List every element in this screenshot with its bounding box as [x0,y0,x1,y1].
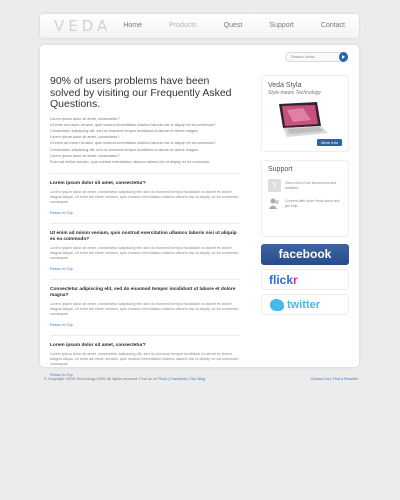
footer: © Copyright VEDA Technology 2009. All rights reserved. Find us on Flickr | Facebook | Our Blog Contact Us | Find a Reseller [44,377,358,381]
toc-item[interactable]: Ut enim ad minim veniam, quis nostrud exercitation ullamco laboris nisi ut aliquip ex ea commodo? [50,122,216,127]
question-title: Lorem ipsum dolor sit amet, consectetur? [50,343,146,349]
logo[interactable]: VEDA [54,17,112,35]
support-item-text: View a list of our showrooms and resellers. [285,181,337,190]
product-promo [261,75,349,152]
support-title: Support [268,166,293,173]
promo-title: Veda Styla [268,82,302,89]
svg-text:?: ? [272,182,277,192]
return-to-top-link[interactable]: Return to Top [50,323,73,328]
copyright-text: © Copyright VEDA Technology 2009. All rights reserved. Find us on [44,377,158,381]
page-title: 90% of users problems have been solved by visiting our Frequently Asked Questions. [50,75,232,110]
footer-right-links: Contact Us | Find a Reseller [310,377,358,381]
toc-item[interactable]: Enim ad minim veniam, quis nostrud exercitation ullamco laboris nisi ut aliquip ex ea commodo. [50,159,211,164]
footer-link-blog[interactable]: Our Blog [190,377,206,381]
footer-link-flickr[interactable]: Flickr [158,377,168,381]
faq-item [50,223,240,271]
question-title: Consectetur adipiscing elit, sed do eiusmod tempor incididunt ut labore et dolore magna? [50,287,236,299]
search-button[interactable] [339,52,348,62]
return-to-top-link[interactable]: Return to Top [50,267,73,272]
nav-contact[interactable]: Contact [320,22,345,29]
answer-text: Lorem ipsum dolor sit amet, consectetur adipiscing elit, sed do eiusmod tempor incididunt ut labore et dolore magna aliqua. Ut enim ad minim veniam, quis nostrud exercitation ullamco laboris nisi ut aliquip ex ea commodo consequat. [50,302,239,317]
return-to-top-link[interactable]: Return to Top [50,373,73,378]
faq-item [50,279,240,327]
flickr-link[interactable] [261,269,349,290]
footer-link-facebook[interactable]: Facebook [170,377,188,381]
faq-main [50,76,240,377]
question-icon [268,179,281,192]
nav-support[interactable]: Support [269,22,294,29]
faq-toc [50,116,240,166]
contact-us-link[interactable]: Contact Us [310,377,330,381]
support-item[interactable] [268,179,342,192]
answer-text: Lorem ipsum dolor sit amet, consectetur adipiscing elit, sed do eiusmod tempor incididunt ut labore et dolore magna aliqua. Ut enim ad minim veniam, quis nostrud exercitation ullamco laboris nisi ut aliquip ex ea commodo consequat. [50,190,239,205]
twitter-link[interactable] [261,294,349,315]
users-icon [268,197,281,210]
faq-item [50,173,240,215]
more-info-button[interactable]: More Info [317,139,342,146]
toc-item[interactable]: Ut enim ad minim veniam, quis nostrud exercitation ullamco laboris nisi ut aliquip ex ea commodo? [50,141,216,146]
promo-subtitle: Style meets Technology [268,90,321,96]
question-title: Ut enim ad minim veniam, quis nostrud exercitation ullamco laboris nisi ut aliquip ex ea commodo? [50,231,237,243]
toc-item[interactable]: Lorem ipsum dolor sit amet, consectetur? [50,116,120,121]
support-box [261,160,349,237]
flickr-logo-part: flick [269,273,294,287]
flickr-logo-part: r [293,273,298,287]
header-bar [40,14,359,38]
return-to-top-link[interactable]: Return to Top [50,211,73,216]
support-item-text: Connect with other Veda users and get help. [285,199,340,208]
toc-item[interactable]: Lorem ipsum dolor sit amet, consectetur? [50,135,120,140]
faq-item [50,335,240,377]
twitter-bird-icon [270,299,284,311]
nav-home[interactable]: Home [123,22,143,29]
find-reseller-link[interactable]: Find a Reseller [332,377,358,381]
twitter-label: twitter [287,299,320,311]
nav-products[interactable]: Products [169,22,197,29]
question-title: Lorem ipsum dolor sit amet, consectetur? [50,181,146,187]
toc-item[interactable]: Consectetur adipiscing elit, sed do eiusmod tempor incididunt ut labore et dolore magna. [50,147,199,152]
search-input[interactable]: Search Veda... [285,52,348,62]
content-card [40,45,359,378]
laptop-image [273,102,329,138]
main-nav [96,22,345,29]
toc-item[interactable]: Consectetur adipiscing elit, sed do eiusmod tempor incididunt ut labore et dolore magna. [50,128,199,133]
answer-text: Lorem ipsum dolor sit amet, consectetur adipiscing elit, sed do eiusmod tempor incididunt ut labore et dolore magna aliqua. Ut enim ad minim veniam, quis nostrud exercitation ullamco laboris nisi ut aliquip ex ea commodo consequat. [50,246,239,261]
toc-item[interactable]: Lorem ipsum dolor sit amet, consectetur? [50,153,120,158]
answer-text: Lorem ipsum dolor sit amet, consectetur adipiscing elit, sed do eiusmod tempor incididunt ut labore et dolore magna aliqua. Ut enim ad minim veniam, quis nostrud exercitation ullamco laboris nisi ut aliquip ex ea commodo consequat. [50,352,239,367]
facebook-link[interactable]: facebook [261,244,349,265]
nav-quest[interactable]: Quest [223,22,243,29]
support-item[interactable] [268,197,342,210]
sidebar [261,75,349,315]
